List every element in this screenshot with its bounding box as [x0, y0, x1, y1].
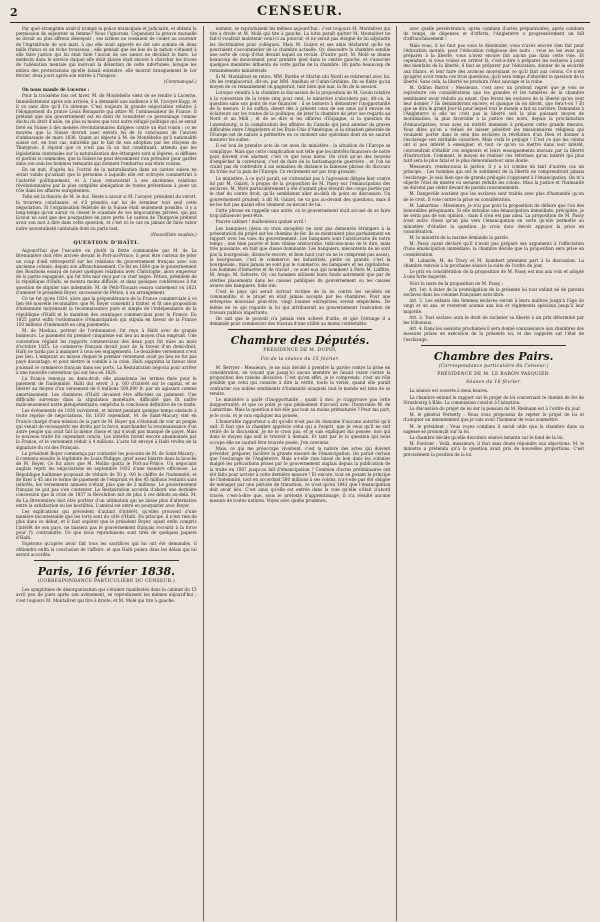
article-paragraph: Pour la troisième fois cet hiver, M. de Montébello vient de se rendre à Lucerne. Immédiatement après son arrivée, il a demandé une audience à M. l'avoyer Kopp, et il va sans dire qu'il l'a obtenue. C'est toujours la grande négociation relative à l'éloignement du prince Louis Bonaparte qui attire M. l'ambassadeur de France. Il prétend que son gouvernement est en droit de considérer ce personnage comme déchu du droit d'asile, ne plus ni moins que tout autre réfugié politique qui se serait livré en Suisse à des menées révolutionnaires dirigées contre un état voisin ; ce ne moyens que la Suisse devrait user envers lui de la conclusion de l'ancien d'ambassade de mars 1836. Quant au objecte à M. de Montébello qu'à nationalité suisse est, en tout cas, naturelle par le fait de son adoption par les citoyens de Thurgovie, il répond que ce n'est pas là un fait constituant, attendu que les législations cantonales sur la naturalisation des étrangers sont si légères, si diffuses et parfois si commodes, que la Suisse ne peut décemment s'en prévaloir pour garder dans son sein les hommes remuants qui donnent l'embarras aux états voisins. [16, 93, 197, 167]
article-paragraph: M. de Mackau, porteur de l'ordonnance, fut reçu à Haïti avec de grands honneurs. Le paiement du premier cinquième eut lieu au moyen d'un emprunt. Une convention réglant les rapports commerciaux des deux pays fut mise au mois d'octobre 1825. Le commerce français devait jouir de la faveur d'un demi-droit. Haïti ne tarda pas à manquer à tous ses engagements. Le deuxième versement n'eut pas lieu. L'emprunt au moyen duquel le premier versement avait pu lieu ne fut pas payé davantage, et pour mettre le comble à la crise, Haïti supprima la faveur dont jouissait le commerce français dans ses ports. La Restauration négocia pour arriver à une nouvelle convention qui eut lieu en 1829. [16, 328, 197, 375]
article-paragraph: Le ministère, à ce qu'il paraît, ne s'attendait pas à l'agression dirigée hier contre lui par M. Guizot, à propos de la proposition de M. Passy sur l'émancipation des esclaves. M. Molé particulièrement a été d'autant plus étourdi des coups portés par le chef du centre droit, qu'ils semblaient aller au-delà du point en discussion. Un gouvernement prudent, a dit M. Guizot, ne va pas au-devant des questions, mais il ne les fuit pas quand elles viennent au-devant de lui. [209, 175, 391, 207]
article-paragraph: Le ministère a parlé d'inopportunité ; quant à moi, je n'approuve pas cette inopportunité, et que ce point je suis pleinement d'accord avec l'honorable M. de Lamartine. Mais la question n'est-elle pas tout au moins prématurée ? Pour ma part, je le crois, et je vais expliquer ma pensée. [209, 397, 391, 418]
article-columns [10, 26, 590, 921]
article-paragraph: M. Dangeville soutient que les esclaves sont traités avec plus d'humanité qu'on ne le croit. Il vote contre la prise en considération. [403, 191, 585, 202]
article-paragraph: avec quelle persévérance, après combien d'actes préparatoires, après combien de temps, de dépenses et d'efforts, l'Angleterre a progressivement un bill d'affranchissement ! [403, 26, 585, 42]
column-3 [396, 26, 590, 921]
masthead [10, 4, 590, 23]
article-paragraph: M. Lamartine : Messieurs, je n'ai pas pour la proposition de défaire que l'on des honorables préopinants. Si elle entraîne une émancipation immédiate, précipitée, je ne serai pas de son opinion ; mais il n'en est pas ainsi. La proposition de M. Passy n'est autre chose qu'un pas vers l'émancipation en sorte qu'elle permette au ministère d'étudier la question. Je crois donc devoir appuyer la prise en considération. [403, 202, 585, 234]
section-heading-haiti: QUESTION D'HAÏTI. [73, 239, 140, 246]
presidency-subheading: PRÉSIDENCE DE M. LE BARON PASQUIER. [437, 371, 551, 377]
article-paragraph: On sait que le pouvoir n'a jamais rien achevé d'utile, et que l'étrange il a demandé pour commencer des travaux d'une utilité au moins contestable. [209, 315, 391, 327]
article-paragraph: M. le ministre de la marine demande la parole. [409, 234, 510, 240]
column-2 [203, 26, 397, 921]
article-paragraph: Mais, ce qui me préoccupe vivement, c'est la nature des actes qui doivent précéder, préparer, faciliter la grande mesure de l'émancipation. On parait certain que l'esclavage de l'Angleterre. Mais a-t-elle rien laissé de bon dans les colonies malgré les précautions prises par le gouvernement anglais depuis la publication de la traite en 1807 jusqu'au bill d'émancipation ? Combien d'actes préliminaires ont été faits pour arriver à cette dernière mesure ! Et encore, tout en posant le principe de l'indemnité, tout en accordant 500 millions à ses colons, n'a-t-elle pas été obligée de ménager par une période de transition, ce n'est qu'en 1841 que l'émancipation doit avoir lieu. C'est ainsi qu'elle est entrée dans la voie qu'elle s'était d'abord tracée, c'est-à-dire que, sous le prétexte d'apprentissage, il n'a résulté aucune mesure de toutes natures. Voyez avec quelle prudence, [209, 445, 391, 503]
article-paragraph: Les banquiers (deux ou trois exceptés) ne sont pas demeurés étrangers à la présentation du projet sur les chemins de fer. Ils se montraient plus parfaitement en rapport avec les vues du gouvernement. Les banquiers sont l'aristocratie de notre temps ; une bien pauvre et bien vilaine aristocratie, tubicons-nous de le dire, mais très puissante, en tant que classe dominante. Les banquiers, mécontents de ne sont pas la bourgeoisie, disons-le encore, et bien haut (car on ne le comprend pas assez), la bourgeoisie, c'est le commerce, les industriels, petits ou grands, c'est la bourgeoisie ; mais jamais ne sont pas le commerce, les banquiers et les capitalistes. Les hommes d'industrie et de travail ; ce sont eux qui nomment à Paris M. Laffitte, M. Arago, M. Salverte. Or, ces hommes utilisent leurs fonds autrement que par de stériles placements dans les caisses publiques du gouvernement ou les caisses avares des banquiers. Inde iræ. [209, 225, 391, 288]
article-paragraph: Mais vous, il ne faut pas vous le dissimuler, vous n'avez encore rien fait pour l'éducation morale, pour l'éducation religieuse des noirs ; vous ne les avez pas préparés à la liberté, vous n'avez encore fait aucun pas dans cette voie. Et cependant, si vous voulez en arriver là, c'est-à-dire à préparer les esclaves à jouir des bienfaits de la liberté, il faut se préparer par l'éducation, donner de la sécurité aux blancs, et leur faire des avances moyennant ce qu'il faut aux colons. Ce n'est qu'après avoir rendu ces trois questions, qu'il sera temps d'aborder la question de la liberté. Sans cela, la liberté ne produira l'état sauvage et la ruine. [403, 42, 585, 85]
article-paragraph: Aujourd'hui que l'escadre on plutôt la flotte commandée par M. de La Bretonnière doit être arrivée devant le Port-au-Prince, il peut être curieux de jeter un coup d'œil rétrospectif sur les relations du gouvernement français avec son ancienne colonie, depuis son affranchissement. Ce fut en 1804 que le gouvernement des Bourbons essaya de nouer quelques relations avec Christophe, alors empereur de la partie espagnole, qui fut très mal reçu par ce chef nègre. Pétion, président de la république d'Haïti, se montra moins difficile, et dans quelques conférences il fut question de stipuler une indemnité. M. de Petit-Thouars essaya vainement en 1821 d'amener le président Boyer, successeur de Pétion, à un arrangement. [16, 248, 197, 295]
article-paragraph: M. Laborde, M. de Tracy et M. Isambert prennent part à la discussion. La chambre renvoie à la prochaine séance la suite de l'ordre du jour. [403, 257, 585, 268]
article-paragraph: M. Berryer : Messieurs, je ne suis décidé à prendre la parole contre la prise en considération, en voyant que jusqu'ici aucun membre ne faisait valoir contre la proposition des raisons décisives. C'est qu'en effet, je le comprends, c'est un rôle pénible que celui qui consiste à dire la vérité, toute la vérité, quand elle paraît contrarier ces nobles sentiments d'humanité auxquels tout le monde est tenu de se rendre. [209, 364, 391, 396]
article-paragraph: La chambre décide qu'elle discutera séance tenante sur le fond de la loi. [409, 435, 564, 441]
article-paragraph: Les symptômes de désorganisation qui s'étaient manifestés dans le cabinet du 15 avril peu de jours après son avènement, se reproduisent les mêmes aujourd'hui ; c'est toujours M. Montalivet qui tire à droite, et M. Molé qui tire à gauche. [16, 587, 197, 603]
article-paragraph: Si M. Montalivet se retire, MM. Barthe et Martin (du Nord) se retireront avec lui. On les remplacerait, dit-on, par MM. Amilhau et Cunin-Gridaine. On se flatte qu'au moyen de ce remaniement on gagnerait, tant bien que mal, la fin de la session. [209, 73, 391, 90]
session-subheading: Fin de la séance du 15 février. [260, 356, 340, 362]
article-paragraph: Cette phrase en rappelle une autre, où le gouvernement était accusé de se faire trop influencer peut-être. [209, 207, 391, 219]
article-paragraph: Les événements de 1830 survinrent, et miront pendant quelque temps obstacle à toute reprise de négociations. En 1830 cependant, M. de Saint-Macary vint en France chargé d'une mission de la part de M. Boyer qui s'étonnait de voir un peuple qui venait de reconquérir ses droits par la force, marchander la reconnaissance d'un autre peuple qui avait fait la même chose et qui n'avait pas manqué de payer. Mais le nouveau traité fut cependant conclu. Les intérêts furent encore abandonnés par la France, et le versement réduit à 4 millions. L'acte fut envoyé à Haïti revêtu de la signature du roi des Français. [16, 408, 197, 450]
article-paragraph: nement, se reproduisent les mêmes aujourd'hui : c'est toujours M. Montalivet qui tire à droite et M. Molé qui tire à gauche. La lutte paraît quitter M. Montalivet ne fait-il voudrait maintenir celui-ci au pouvoir, et ne serait pas éloigné de lui adjoindre les doctrinaires pour collègues. Mais M. Guizot et ses amis déclarent qu'ils ne pourraient s'accommoder de la chambre actuelle. Or, dissoudre la chambre semble une sorte de coup d'état devant lequel on recule. D'autre part, M. Molé se donne beaucoup de mouvement pour prendre pied dans le centre gauche, et s'associer quelques membres influents de cette partie de la chambre. On parle beaucoup de remaniements ministériels. [209, 26, 391, 73]
section-divider [421, 345, 566, 346]
chamber-of-peers-heading: Chambre des Pairs. [433, 349, 554, 363]
article-paragraph: Art. 3. Tout esclave aura le droit de racheter sa liberté à un prix déterminé par les tribunaux. [403, 314, 585, 325]
section-divider [228, 329, 373, 330]
article-paragraph: Lorsque viendra à la chambre la discussion de la proposition de M. Gouin relative à la conversion de la rente cinq pour cent, le ministère n'abordera pas, dit-on, la question sans son point de vue financier : il se bornera à démontrer l'inopportunité de la mesure. Il lui suffira, disent dès à présent ceux de ses amis qu'il envoie en éclaireurs sur les routes de la politique, de jeter la chambre de jeter ses regards au Nord et au Midi ; et de se dire si les affaires d'Espagne, si la question du Luxembourg, si la complication des affaires du Canada qui peut amener de graves difficultés entre l'Angleterre et les États-Unis d'Amérique, si la situation générale de l'Europe est de nature à permettre en ce moment une opération dont on ne saurait mesurer les suites. [209, 90, 391, 143]
dateline-heading: Paris, 16 février 1838. [37, 564, 175, 578]
section-divider [34, 560, 179, 561]
article-paragraph: La discussion du projet de loi sur la pension de M. Reimann est à l'ordre du jour. [409, 406, 581, 411]
article-paragraph: Art. 2. Les enfants des femmes esclaves seront à leurs maîtres jusqu'à l'âge de vingt et un ans, et resteront soumis aux lois et règlements spéciaux jusqu'à leur majorité. [403, 298, 585, 314]
dateline-subheading: (CORRESPONDANCE PARTICULIÈRE DU CENSEUR.) [37, 578, 176, 584]
page-number: 2 [10, 6, 18, 19]
article-paragraph: En un mot, d'après lui, l'octroi de la naturalisation dans un canton suisse ne serait valide qu'autant que la personne à laquelle elle est octroyée commettrait à l'autorité politiquement, et à l'aise renoncerait à ses anciennes relations révolutionnaires par la plus complète abnégation de toutes prétentions à jouer un rôle dans les affaires européennes. [16, 167, 197, 194]
article-paragraph: Ce ne fut qu'en 1824, alors que la prépondérance de la France commerciale à ce lien été nouvelle reconnaître, que M. Boyer consentit à traiter, et fit une proposition d'indemnité moyennant la reconnaissance pure et simple de l'indépendance de la république d'Haïti et le maintien des avantages commerciaux pour la France. En 1825 parut enfin l'ordonnance d'émancipation qui stipula en faveur de la France 150 millions d'indemnité en cinq paiements. [16, 295, 197, 327]
article-paragraph: Le prix en considération de la proposition de M. Passy est mis aux voix et adopté à une forte majorité. [403, 269, 585, 280]
chamber-of-deputies-heading: Chambre des Députés. [230, 334, 370, 348]
dispatch-heading: On nous mande de Lucerne : [22, 87, 90, 93]
article-paragraph: M. le général Pernetty : Nous vous proposons de rejeter le projet de loi et d'adopter un amendement que je vais avoir l'honneur de vous soumettre. [403, 412, 585, 423]
article-paragraph: M. Passy ayant déclaré qu'il n'avait pas préparé ses arguments à l'affectation d'une émancipation immédiate, la chambre décide que la proposition sera prise en considération. [403, 241, 585, 257]
presidency-subheading: PRÉSIDENCE DE M. DUPIN. [263, 348, 337, 354]
article-paragraph: M. le président : Vous voyez combien il serait utile que la chambre dans sa sagesse se prononçât sur la loi. [403, 423, 585, 434]
article-paragraph: Telle est la théorie de M. le duc. Reste à savoir si M. l'avoyer, président du vorort, la trouvera concluante, et s'il prendra sur lui de terminer tout seul cette négociation. Si l'organisation fédérale de la Suisse était seulement possible, il y a long-temps qu'on aurait vu cesser le scandale de ces négociations privées, qui par là-tout ne sont que des pourparlers en pure perte. Le canton de Thurgovie prétend avoir son mot à dire dans cette question, et c'est ici le cas ou jamais de faire valoir notre souveraineté cantonale dont on parle tant. [16, 194, 197, 231]
article-paragraph: C'est le pays qui serait surtout victime de la loi contre les sociétés en commandite, si le projet en était jamais accepté par les chambres. Pour une entreprise mauvaise peut-être, vingt bonnes entreprises seront empêchées. De même en ce qui regarde la loi qui attribuerait au gouvernement l'exécution de travaux publics importants. [209, 288, 391, 315]
article-paragraph: Art. 4. Dans les sessions prochaines il sera donné connaissance aux chambres des mesures prises en exécution de la présente loi, et des rapports sur l'état de l'esclavage. [403, 326, 585, 342]
source-attribution: (Nouvelliste vaudois.) [150, 231, 197, 237]
article-paragraph: Il est bon de prendre acte de cet aveu du ministère : la situation de l'Europe se complique. Mais que cette complication soit telle que les intérêts financiers de notre pays doivent s'en alarmer, c'est ce que nous nions. On croit qu'un des moyens d'empêcher la conversion, c'est de faire de la fantasmagorie guerrière ; et l'on ne craint pas de contredire à six semaines de distance la fameuse phrase du discours du trône sur la paix de l'Europe. Ce revirement est par trop grossier. [209, 143, 391, 175]
article-paragraph: La chambre entend le rapport sur le projet de loi concernant le chemin de fer de Strasbourg à Bâle. La commission conclut à l'adoption. [403, 394, 585, 405]
article-paragraph: L'honorable rapporteur a dit qu'elle n'est pas du domaine d'aucune autorité qu'il sait. Il faut que la chambre apprécie celui qui a l'esprit, que je veux qu'il ne soit retiré de la discussion. Je ne le crois pas, et je vais expliquer ma pensée, moi qui dans le moyen âge soit le trouver à demain. Et tant par le la question qui nous occupe elle ne saurait être trouvée posée. J'en conviens. [209, 418, 391, 445]
article-paragraph: Espérons qu'après avoir fait tous les sacrifices qui lui ont été demandés, il obtiendra enfin la conclusion de l'affaire, et que Haïti paiera dans les délais qui lui seront accordés. [16, 541, 197, 557]
session-subheading: Séance du 16 février. [466, 380, 522, 386]
article-paragraph: M. Fontrier : Voilà, messieurs, il faut sans doute répondre aux objections. M. le ministre a prétendu qu'à la question avait pris de nouvelles proportions. C'est précisément la position de la loi. [403, 441, 585, 457]
article-paragraph: Les explications qui précèdent d'autant d'intérêt, qu'elles prouvent d'une manière incontestable que les torts sont du côté d'Haïti. En principe, il n'est rien de plus dans ce débat, et il faut espérer que le président Boyer, ayant enfin compris l'intérêt de son pays, ne laissera pas le gouvernement français recourir à la force pour l'y contraindre. Ce que nous reproduisons sont tirés de quelques papiers d'Haïti. [16, 509, 197, 541]
article-paragraph: La France renonça au demi-droit; elle abandonna les termes fixés pour le paiement de l'indemnité. Haïti dut servir 3 p. 0/0 d'intérêt sur le capital, et se libérer au moyen d'un versement de 6 millions 500,000 fr. par an agissant comme amortissement. Les chambres d'Haïti devaient être affectées au paiement. Une difficulté survenue dans la stipulation monétaire, difficulté que fit naître malicieusement notre plénipotentiaire, empêcha la conclusion définitive de ce traité. [16, 376, 197, 408]
article-paragraph: Art. 1er. A dater de la promulgation de la présente loi tout enfant né de parents esclaves dans les colonies françaises sera libre. [403, 286, 585, 297]
article-paragraph: Voici le texte de la proposition de M. Passy : [409, 280, 504, 286]
article-paragraph: La séance est ouverte à deux heures. [409, 388, 489, 394]
article-paragraph: Le président Boyer commença par contester les pouvoirs de M. de Saint-Macary ; il contesta ensuite la légitimité de Louis-Philippe, grief assez bizarre dans la bouche de M. Boyer. Ce fut alors que M. Mollin quitta le Port-au-Prince. Un négociant anglais reprit les négociations en septembre 1832 d'une manière officieuse. La République haïtienne proposait de réduire de 50 p. 0/0 le chiffre de l'indemnité, et de fixer à 45 ans le terme de paiement de l'emprunt et des 45 millions restants sans intérêts, les versements annuels n'étant plus que de 2 millions. Le gouvernement français ne put pas s'en contenter. La Restauration accorda d'abord une dernière concession que la crise de 1837 la Révolution mit de plus à ces débats au-delà. M. de La Bretonnière doit être porteur d'un ultimatum qui ne laisse plus d'alternative entre la satisfaction ou les hostilités. L'amiral est entré en pourparler avec Boyer. [16, 450, 197, 508]
article-paragraph: M. Odilon Barrot : Messieurs, c'est avec un profond regret que je vois se reproduire ces considérations que les grandes et les lumières de la chambre semblaient avoir réduits au néant. Que feront les esclaves de la liberté qu'on veut leur donner ? Ils demanderont encore, et quoique ils en diront, que fera-t-on ? Et que se dira le grand Jour-là pour lequel tout le monde a fait sa carrière. Demandez à l'Angleterre si elle ne croit pas la liberté soit la plus puissant moyen de moralisation, la plus favorable à la justice des noirs, depuis la proclamation d'émancipation, vous avez un intérêt immense à préparer cette grande mesure. Vous dites qu'on a refusé de laisser pénétrer les missionnaires religieux qui voulaient porter dans le sein des esclaves la révélation d'un Dieu et donner à l'esclavage son véritable caractère. Mais voilà le préjugé ! C'est ce que les colons ont si peu intérêt à enseigner, et tout ce qu'on va mettre dans leur intérêt, conviendrait d'établir ces seigneurs et leurs enseignements moraux par la liberté d'instruction. Comment, le moyen de réaliser ces réformes qu'un intérêt qui plus tard sera le plus fatal et le plus démoralisateur sans doute. [403, 85, 585, 164]
article-paragraph: Messieurs, rendez-nous la justice, il y a ici comme en tant d'autres cas un principe... Les hommes qui ont le sentiment de la liberté ne comprendront jamais l'esclavage. Je sais bien que de grands préjugés s'opposent à l'émancipation. On m'a objecté l'état de misère où seraient réduits les colons. Mais la justice et l'humanité ne doivent pas céder devant de pareils raisonnements. [403, 164, 585, 191]
article-paragraph: Pauvre cabinet ! malheureux quinze avril ! [215, 219, 307, 225]
source-attribution: (Communiqué.) [163, 79, 197, 85]
newspaper-title: CENSEUR. [256, 4, 344, 19]
column-1 [10, 26, 203, 921]
article-paragraph: Par quel étrangème avait-il trompé la police municipale et judiciaire, et obtenu la permission de séjourner sa femme? Nous l'ignorons. Cependant la preuve mutuelle se livrait au plus affreux désespoir ; ses larmes ne cessaient de couler au souvenir de l'ingratitude de son mari, à qui elle avait apporté en dot une somme de deux mille francs et un riche trousseau ; elle pensait que les lois de la nation s'étaient à elle faire justice qui lui était faite l'aucun de ses sœurs ne décidait le faire. Le médecin dans le service duquel elle était placée était encore à chercher les traces de l'aliénation mentale qui motivait la détention de cette infortunée, lorsque les milieu des protestations qu'elle faisait entendre, elle mourut brusquement le 1er février, deux jours après son entrée à l'hospice. [16, 26, 197, 78]
correspondence-subheading: (Correspondance particulière du Censeur.) [438, 363, 549, 369]
